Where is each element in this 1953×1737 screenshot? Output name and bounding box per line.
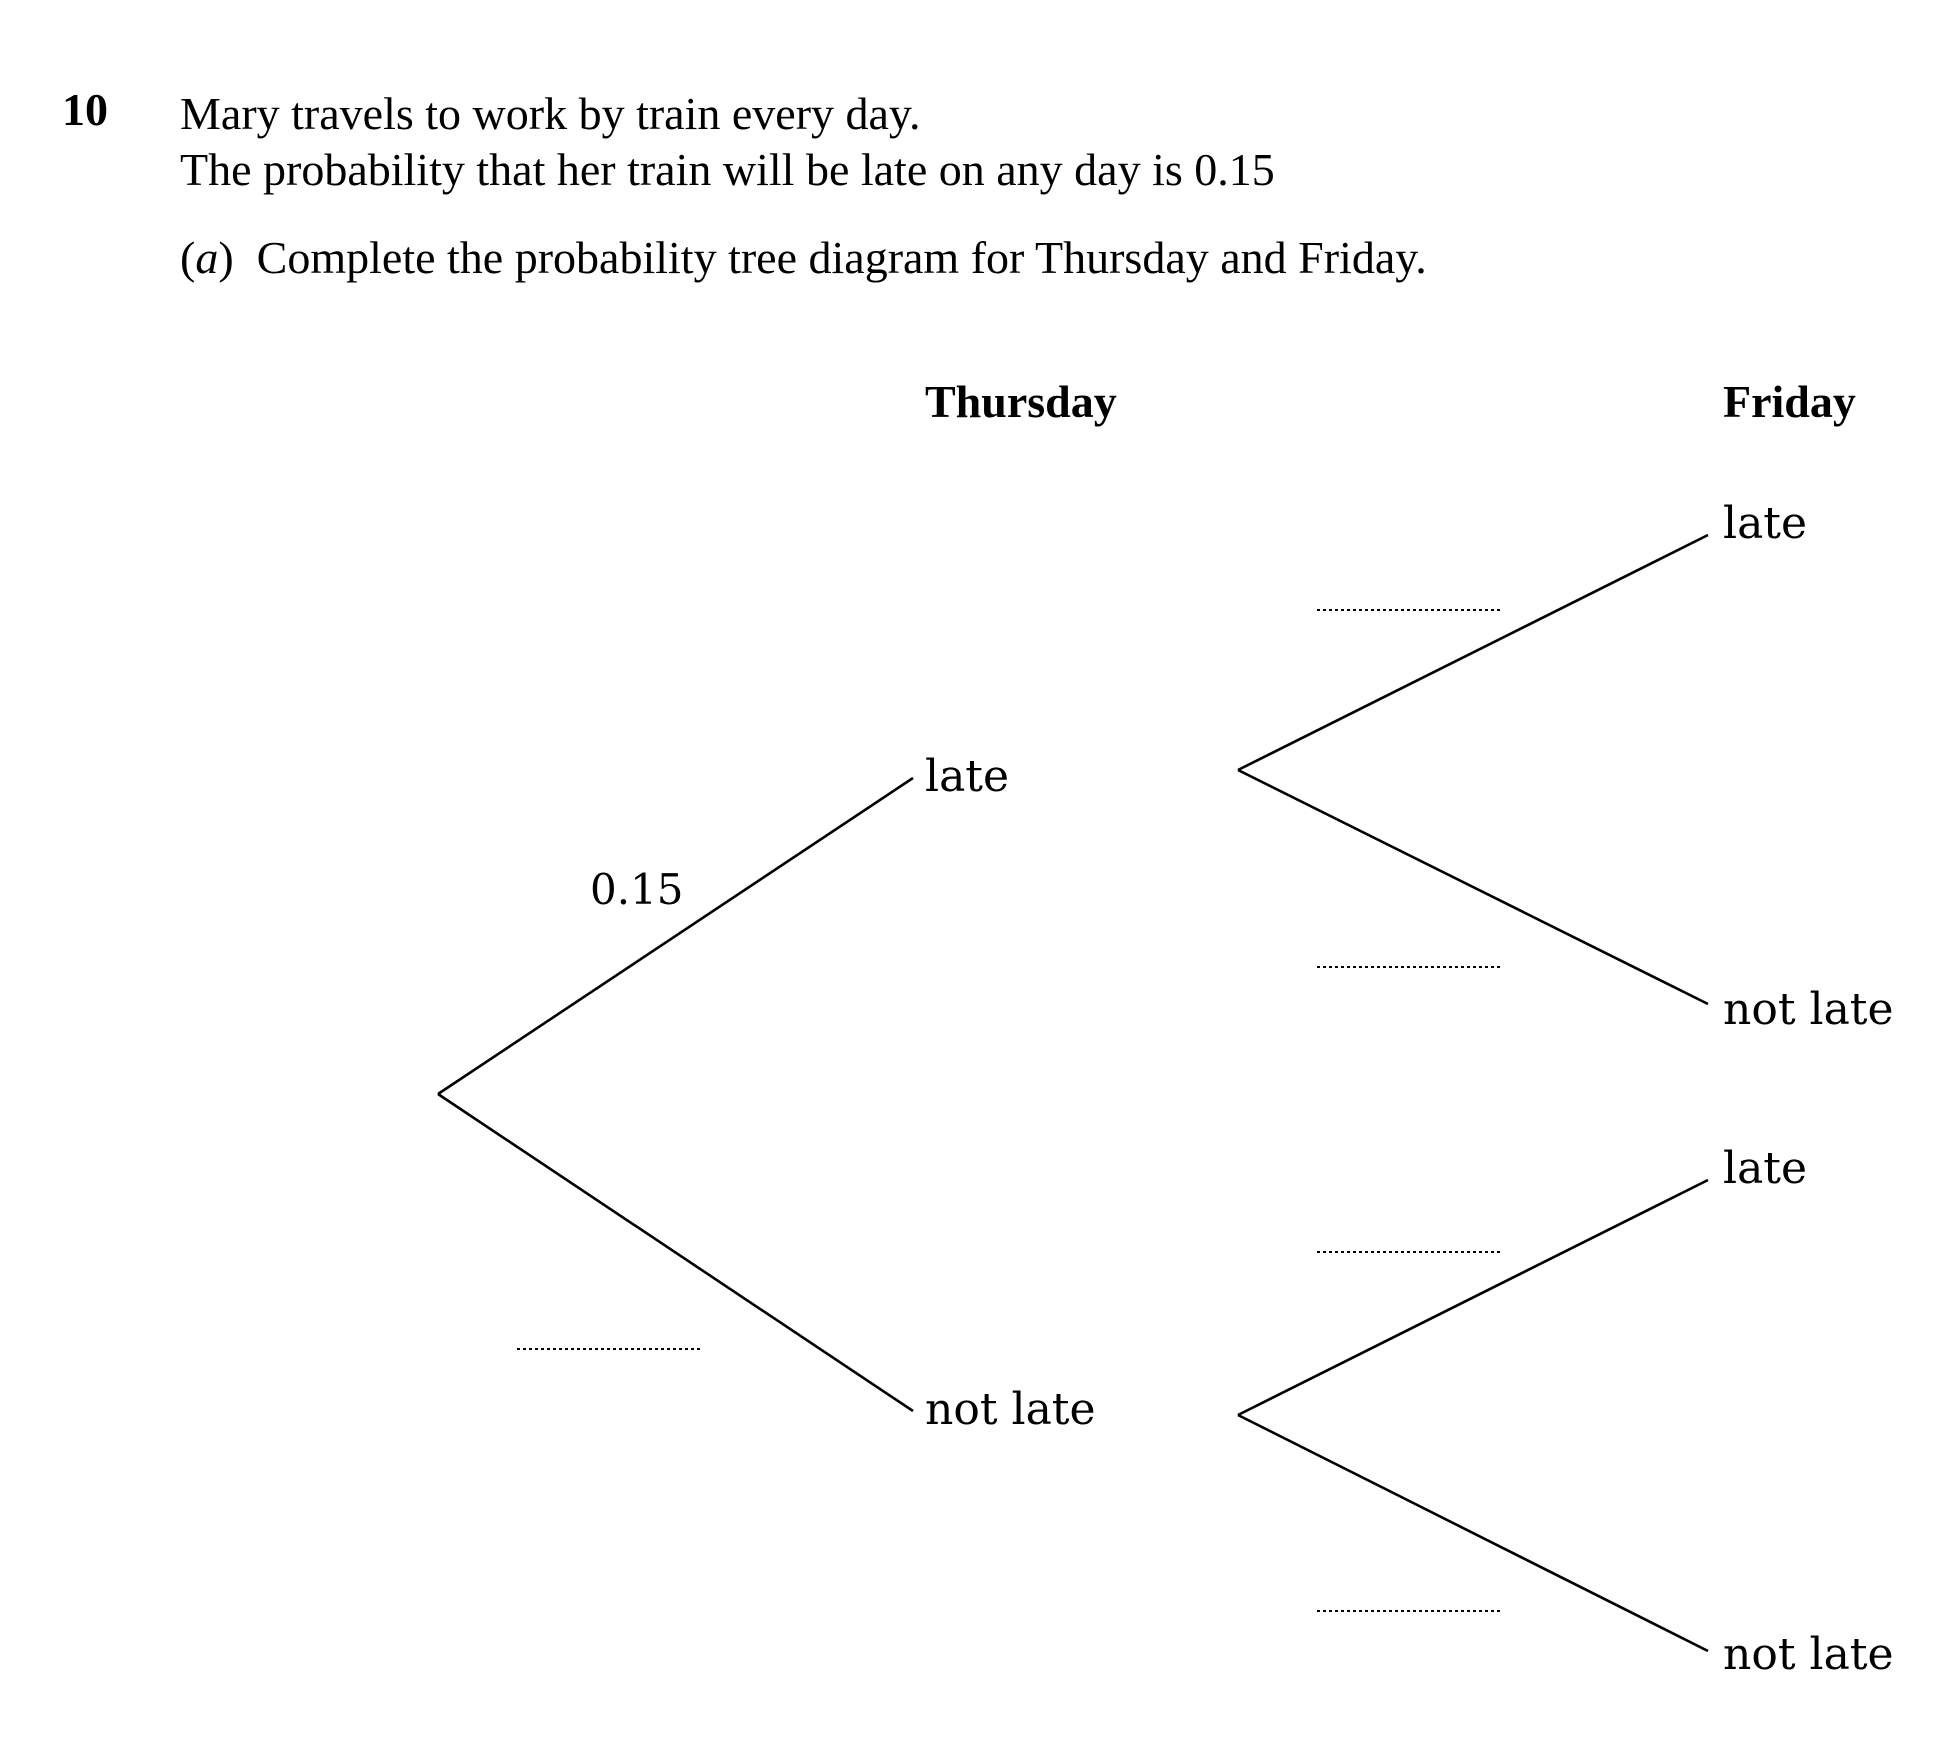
branch-friday-late-after-not-late	[1238, 1180, 1708, 1415]
branch-thursday-not-late	[438, 1094, 913, 1411]
part-a-instruction: Complete the probability tree diagram for Thursday and Friday.	[256, 232, 1427, 283]
part-label-close: )	[218, 232, 234, 283]
probability-thursday-late: 0.15	[590, 865, 684, 914]
outcome-friday-not-late-after-not-late: not late	[1723, 1629, 1894, 1680]
branch-friday-not-late-after-late	[1238, 770, 1708, 1004]
outcome-friday-late-after-not-late: late	[1723, 1143, 1808, 1194]
outcome-thursday-not-late: not late	[925, 1384, 1096, 1435]
thursday-heading: Thursday	[925, 376, 1117, 427]
branch-thursday-late	[438, 778, 913, 1094]
outcome-friday-not-late-after-late: not late	[1723, 984, 1894, 1035]
outcome-thursday-late: late	[925, 751, 1010, 802]
question-number: 10	[62, 84, 108, 135]
part-label-letter: a	[195, 232, 219, 283]
outcome-friday-late-after-late: late	[1723, 498, 1808, 549]
part-label-open: (	[180, 232, 196, 283]
branch-friday-not-late-after-not-late	[1238, 1415, 1708, 1651]
friday-heading: Friday	[1723, 376, 1856, 427]
question-text-line-2: The probability that her train will be late on any day is 0.15	[180, 144, 1275, 195]
question-text-line-1: Mary travels to work by train every day.	[180, 88, 921, 139]
branch-friday-late-after-late	[1238, 535, 1708, 770]
